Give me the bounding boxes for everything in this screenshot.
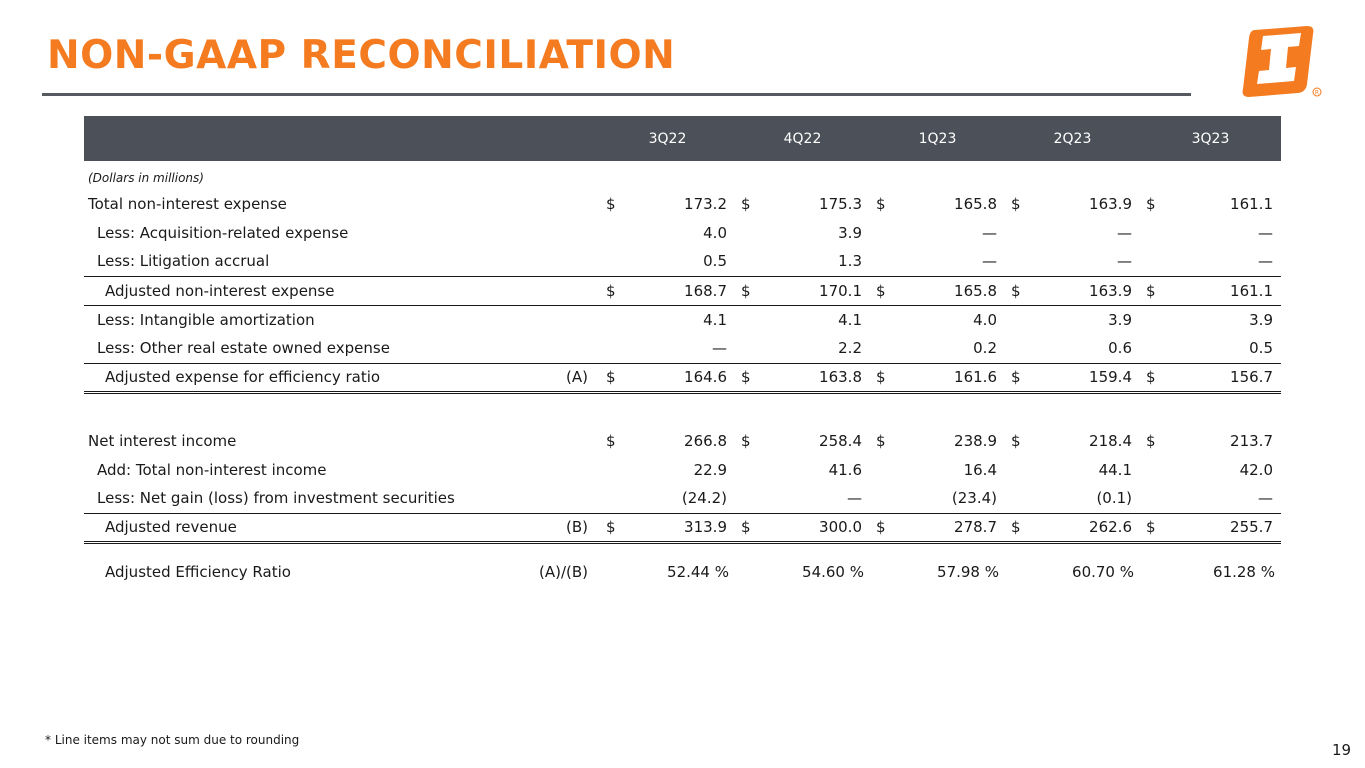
currency-symbol: [735, 305, 769, 334]
cell-value: —: [847, 489, 862, 508]
currency-symbol: [735, 334, 769, 363]
currency-symbol: [1140, 218, 1174, 247]
ratio-value: 54.60 %: [802, 563, 864, 581]
currency-symbol: [600, 334, 634, 363]
cell-value: 258.4: [819, 431, 862, 450]
company-logo-icon: [1241, 24, 1325, 100]
currency-symbol: [1140, 334, 1174, 363]
currency-symbol: $: [1140, 513, 1174, 542]
cell-value: 255.7: [1174, 513, 1281, 542]
currency-symbol: [870, 305, 904, 334]
title-divider: [42, 93, 1191, 96]
cell-value: 163.8: [769, 363, 870, 392]
column-header: 3Q22: [600, 116, 735, 161]
section-spacer: [84, 392, 1281, 426]
currency-symbol: $: [1011, 194, 1021, 213]
row-reference: (A): [504, 363, 600, 392]
svg-text:R: R: [1314, 89, 1320, 97]
cell-value: 4.0: [703, 223, 727, 242]
currency-symbol: [1140, 455, 1174, 484]
cell-value: 2.2: [838, 339, 862, 358]
table-header-row: [84, 116, 1281, 161]
currency-symbol: $: [600, 363, 634, 392]
cell-value: —: [712, 339, 727, 358]
currency-symbol: $: [1146, 431, 1156, 450]
cell-value: 313.9: [634, 513, 735, 542]
currency-symbol: [1005, 218, 1039, 247]
currency-symbol: $: [1146, 194, 1156, 213]
currency-symbol: [1140, 484, 1174, 513]
row-label: Net interest income: [88, 431, 237, 450]
row-label: Adjusted expense for efficiency ratio: [84, 363, 504, 392]
currency-symbol: $: [1140, 276, 1174, 305]
table-row: [84, 189, 1281, 218]
currency-symbol: $: [1005, 363, 1039, 392]
page-title: NON-GAAP RECONCILIATION: [47, 33, 676, 78]
ratio-value: 60.70 %: [1072, 563, 1134, 581]
currency-symbol: [870, 334, 904, 363]
table-row: [84, 363, 1281, 392]
cell-value: 218.4: [1089, 431, 1132, 450]
table-row: [84, 218, 1281, 247]
currency-symbol: $: [606, 194, 616, 213]
cell-value: 0.2: [973, 339, 997, 358]
units-note: (Dollars in millions): [88, 171, 204, 185]
cell-value: 278.7: [904, 513, 1005, 542]
row-reference: [504, 455, 600, 484]
currency-symbol: $: [1140, 363, 1174, 392]
cell-value: 266.8: [684, 431, 727, 450]
cell-value: 170.1: [769, 276, 870, 305]
cell-value: 0.6: [1108, 339, 1132, 358]
currency-symbol: $: [735, 363, 769, 392]
table-row: [84, 276, 1281, 305]
currency-symbol: $: [606, 431, 616, 450]
cell-value: —: [982, 252, 997, 271]
cell-value: 262.6: [1039, 513, 1140, 542]
spacer-cell: [84, 392, 1281, 426]
currency-symbol: $: [1005, 276, 1039, 305]
currency-symbol: $: [870, 513, 904, 542]
currency-symbol: [600, 247, 634, 276]
cell-value: 163.9: [1089, 194, 1132, 213]
column-header: 4Q22: [735, 116, 870, 161]
cell-value: 168.7: [634, 276, 735, 305]
table-row: [84, 513, 1281, 542]
cell-value: 156.7: [1174, 363, 1281, 392]
row-reference: (A)/(B): [538, 563, 588, 581]
row-reference: [504, 426, 600, 455]
row-reference: [504, 247, 600, 276]
row-reference: [504, 189, 600, 218]
currency-symbol: [870, 218, 904, 247]
table-row: [84, 247, 1281, 276]
row-reference: (B): [504, 513, 600, 542]
cell-value: 164.6: [634, 363, 735, 392]
row-reference: [504, 276, 600, 305]
ratio-value: 61.28 %: [1213, 563, 1275, 581]
row-label: Less: Other real estate owned expense: [97, 339, 390, 358]
cell-value: 238.9: [954, 431, 997, 450]
currency-symbol: $: [600, 276, 634, 305]
cell-value: 213.7: [1230, 431, 1273, 450]
cell-value: 42.0: [1239, 460, 1273, 479]
currency-symbol: [1005, 484, 1039, 513]
column-header: 3Q23: [1140, 116, 1281, 161]
cell-value: (23.4): [951, 489, 997, 508]
currency-symbol: [600, 484, 634, 513]
efficiency-ratio-row: [84, 542, 1281, 584]
currency-symbol: [1005, 247, 1039, 276]
row-label: Add: Total non-interest income: [97, 460, 327, 479]
row-label: Total non-interest expense: [88, 194, 287, 213]
cell-value: —: [1117, 252, 1132, 271]
cell-value: 3.9: [1039, 305, 1140, 334]
currency-symbol: $: [1005, 513, 1039, 542]
cell-value: 41.6: [828, 460, 862, 479]
cell-value: 165.8: [904, 276, 1005, 305]
row-label: Less: Intangible amortization: [84, 305, 504, 334]
currency-symbol: $: [876, 194, 886, 213]
row-label: Less: Litigation accrual: [97, 252, 270, 271]
footnote: * Line items may not sum due to rounding: [45, 733, 300, 747]
cell-value: 300.0: [769, 513, 870, 542]
row-label: Adjusted revenue: [84, 513, 504, 542]
table-row: [84, 455, 1281, 484]
currency-symbol: [870, 484, 904, 513]
row-reference: [504, 305, 600, 334]
cell-value: 22.9: [693, 460, 727, 479]
cell-value: 0.5: [1249, 339, 1273, 358]
currency-symbol: [600, 218, 634, 247]
currency-symbol: [870, 455, 904, 484]
currency-symbol: $: [735, 513, 769, 542]
cell-value: (0.1): [1096, 489, 1132, 508]
currency-symbol: $: [870, 276, 904, 305]
currency-symbol: [1005, 305, 1039, 334]
column-header: 2Q23: [1005, 116, 1140, 161]
cell-value: 16.4: [963, 460, 997, 479]
currency-symbol: [1005, 455, 1039, 484]
cell-value: 161.6: [904, 363, 1005, 392]
currency-symbol: [600, 305, 634, 334]
cell-value: —: [1258, 489, 1273, 508]
cell-value: 44.1: [1098, 460, 1132, 479]
cell-value: (24.2): [681, 489, 727, 508]
currency-symbol: [600, 455, 634, 484]
cell-value: —: [1258, 223, 1273, 242]
currency-symbol: $: [741, 431, 751, 450]
cell-value: 4.1: [634, 305, 735, 334]
ratio-value: 52.44 %: [667, 563, 729, 581]
row-label: Less: Net gain (loss) from investment securities: [97, 489, 455, 508]
cell-value: 163.9: [1039, 276, 1140, 305]
cell-value: —: [982, 223, 997, 242]
cell-value: 3.9: [1174, 305, 1281, 334]
cell-value: 4.0: [904, 305, 1005, 334]
table-row: [84, 334, 1281, 363]
table-row: [84, 305, 1281, 334]
column-header: 1Q23: [870, 116, 1005, 161]
currency-symbol: $: [876, 431, 886, 450]
row-reference: [504, 334, 600, 363]
currency-symbol: [870, 247, 904, 276]
currency-symbol: $: [735, 276, 769, 305]
ratio-value: 57.98 %: [937, 563, 999, 581]
cell-value: —: [1117, 223, 1132, 242]
cell-value: 161.1: [1230, 194, 1273, 213]
cell-value: 0.5: [703, 252, 727, 271]
cell-value: 173.2: [684, 194, 727, 213]
currency-symbol: $: [600, 513, 634, 542]
cell-value: 161.1: [1174, 276, 1281, 305]
currency-symbol: [1140, 247, 1174, 276]
page-number: 19: [1332, 741, 1352, 759]
cell-value: 1.3: [838, 252, 862, 271]
row-label: Adjusted Efficiency Ratio: [105, 563, 291, 581]
cell-value: 4.1: [769, 305, 870, 334]
cell-value: 165.8: [954, 194, 997, 213]
currency-symbol: [735, 484, 769, 513]
header-blank: [84, 116, 600, 161]
row-reference: [504, 484, 600, 513]
cell-value: —: [1258, 252, 1273, 271]
currency-symbol: [1005, 334, 1039, 363]
currency-symbol: [1140, 305, 1174, 334]
currency-symbol: $: [1011, 431, 1021, 450]
currency-symbol: [735, 218, 769, 247]
row-reference: [504, 218, 600, 247]
cell-value: 3.9: [838, 223, 862, 242]
currency-symbol: [735, 455, 769, 484]
table-row: [84, 484, 1281, 513]
currency-symbol: $: [870, 363, 904, 392]
currency-symbol: $: [741, 194, 751, 213]
units-row: [84, 161, 1281, 189]
cell-value: 175.3: [819, 194, 862, 213]
table-row: [84, 426, 1281, 455]
currency-symbol: [735, 247, 769, 276]
row-label: Adjusted non-interest expense: [84, 276, 504, 305]
reconciliation-table: [84, 116, 1281, 584]
cell-value: 159.4: [1039, 363, 1140, 392]
row-label: Less: Acquisition-related expense: [97, 223, 349, 242]
